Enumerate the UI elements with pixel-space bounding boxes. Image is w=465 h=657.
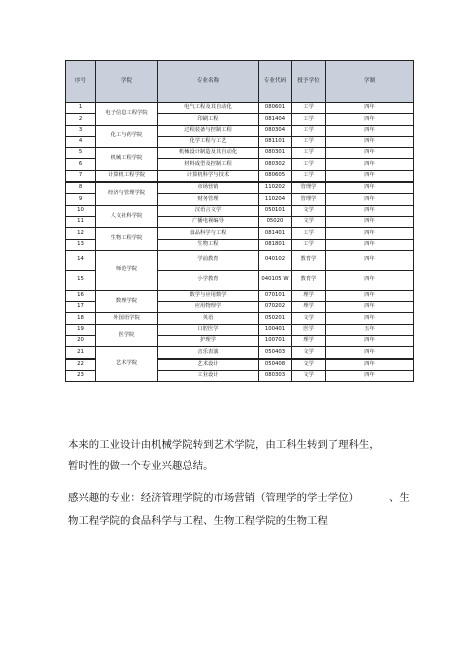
cell-index: 13 bbox=[66, 239, 96, 250]
cell-index: 2 bbox=[66, 114, 96, 125]
cell-major: 材料成型及控制工程 bbox=[158, 159, 259, 170]
cell-degree: 工学 bbox=[292, 103, 326, 114]
cell-duration: 四年 bbox=[326, 290, 414, 301]
cell-college: 艺术学院 bbox=[96, 347, 158, 382]
cell-degree: 教育学 bbox=[292, 250, 326, 270]
cell-duration: 四年 bbox=[326, 136, 414, 147]
cell-duration: 四年 bbox=[326, 216, 414, 227]
cell-degree: 工学 bbox=[292, 114, 326, 125]
cell-index: 23 bbox=[66, 370, 96, 381]
cell-duration: 四年 bbox=[326, 148, 414, 159]
table-row bbox=[66, 290, 414, 301]
cell-degree: 工学 bbox=[292, 125, 326, 136]
cell-major: 英语 bbox=[158, 313, 259, 324]
cell-code: 050408 bbox=[259, 359, 292, 371]
cell-degree: 工学 bbox=[292, 159, 326, 170]
majors-table-container bbox=[65, 60, 413, 382]
cell-duration: 四年 bbox=[326, 205, 414, 216]
table-row bbox=[66, 324, 414, 335]
table-row bbox=[66, 170, 414, 182]
cell-major: 生物工程 bbox=[158, 239, 259, 250]
cell-major: 汉语言文学 bbox=[158, 205, 259, 216]
cell-index: 16 bbox=[66, 290, 96, 301]
cell-duration: 四年 bbox=[326, 103, 414, 114]
cell-code: 080304 bbox=[259, 125, 292, 136]
cell-degree: 工学 bbox=[292, 239, 326, 250]
cell-index: 6 bbox=[66, 159, 96, 170]
cell-duration: 四年 bbox=[326, 114, 414, 125]
cell-index: 12 bbox=[66, 228, 96, 239]
table-row bbox=[66, 250, 414, 270]
cell-college: 医学院 bbox=[96, 324, 158, 347]
cell-major: 口腔医学 bbox=[158, 324, 259, 335]
cell-code: 050201 bbox=[259, 313, 292, 324]
header-code: 专业代码 bbox=[259, 61, 292, 103]
cell-index: 10 bbox=[66, 205, 96, 216]
cell-degree: 教育学 bbox=[292, 270, 326, 290]
cell-index: 20 bbox=[66, 336, 96, 347]
cell-duration: 四年 bbox=[326, 250, 414, 270]
header-major: 专业名称 bbox=[158, 61, 259, 103]
cell-code: 050101 bbox=[259, 205, 292, 216]
cell-degree: 文学 bbox=[292, 370, 326, 381]
cell-code: 100401 bbox=[259, 324, 292, 335]
table-row bbox=[66, 182, 414, 194]
cell-degree: 管理学 bbox=[292, 182, 326, 194]
cell-index: 9 bbox=[66, 194, 96, 205]
interest-text: 感兴趣的专业：经济管理学院的市场营销（管理学的学士学位） bbox=[68, 492, 359, 504]
cell-major: 学前教育 bbox=[158, 250, 259, 270]
cell-code: 070101 bbox=[259, 290, 292, 301]
table-header-row bbox=[66, 61, 414, 103]
cell-major: 计算机科学与技术 bbox=[158, 170, 259, 182]
cell-degree: 理学 bbox=[292, 290, 326, 301]
cell-major: 艺术设计 bbox=[158, 359, 259, 371]
cell-major: 小学教育 bbox=[158, 270, 259, 290]
cell-major: 工业设计 bbox=[158, 370, 259, 381]
cell-index: 14 bbox=[66, 250, 96, 270]
cell-duration: 五年 bbox=[326, 324, 414, 335]
cell-code: 100701 bbox=[259, 336, 292, 347]
cell-duration: 四年 bbox=[326, 170, 414, 182]
cell-college: 机械工程学院 bbox=[96, 148, 158, 171]
cell-index: 15 bbox=[66, 270, 96, 290]
cell-duration: 四年 bbox=[326, 302, 414, 313]
table-row bbox=[66, 313, 414, 324]
cell-major: 广播电视编导 bbox=[158, 216, 259, 227]
cell-index: 7 bbox=[66, 170, 96, 182]
cell-college: 人文社科学院 bbox=[96, 205, 158, 228]
cell-major: 市场营销 bbox=[158, 182, 259, 194]
cell-major: 音乐表演 bbox=[158, 347, 259, 359]
cell-code: 070202 bbox=[259, 302, 292, 313]
cell-duration: 四年 bbox=[326, 182, 414, 194]
cell-college: 生物工程学院 bbox=[96, 228, 158, 251]
table-row bbox=[66, 205, 414, 216]
table-row bbox=[66, 125, 414, 136]
cell-major: 印刷工程 bbox=[158, 114, 259, 125]
table-row bbox=[66, 148, 414, 159]
cell-college: 计算机工程学院 bbox=[96, 170, 158, 182]
cell-code: 080302 bbox=[259, 159, 292, 170]
cell-major: 食品科学与工程 bbox=[158, 228, 259, 239]
cell-index: 5 bbox=[66, 148, 96, 159]
cell-duration: 四年 bbox=[326, 228, 414, 239]
cell-code: 05020 bbox=[259, 216, 292, 227]
cell-major: 应用物理学 bbox=[158, 302, 259, 313]
cell-index: 21 bbox=[66, 347, 96, 359]
cell-major: 电气工程及其自动化 bbox=[158, 103, 259, 114]
cell-index: 3 bbox=[66, 125, 96, 136]
cell-degree: 文学 bbox=[292, 313, 326, 324]
cell-code: 050403 bbox=[259, 347, 292, 359]
cell-code: 040105 W bbox=[259, 270, 292, 290]
cell-major: 机械设计制造及其自动化 bbox=[158, 148, 259, 159]
cell-degree: 工学 bbox=[292, 170, 326, 182]
cell-code: 040102 bbox=[259, 250, 292, 270]
cell-college: 数理学院 bbox=[96, 290, 158, 313]
cell-college: 经济与管理学院 bbox=[96, 182, 158, 205]
header-college: 学院 bbox=[96, 61, 158, 103]
cell-major: 财务管理 bbox=[158, 194, 259, 205]
cell-code: 081801 bbox=[259, 239, 292, 250]
cell-index: 19 bbox=[66, 324, 96, 335]
body-paragraph-3 bbox=[68, 491, 428, 505]
interest-text-continued: 、生 bbox=[388, 492, 410, 504]
cell-major: 化学工程与工艺 bbox=[158, 136, 259, 147]
cell-duration: 四年 bbox=[326, 347, 414, 359]
cell-major: 数学与应用数学 bbox=[158, 290, 259, 301]
header-index: 序号 bbox=[66, 61, 96, 103]
body-paragraph-1: 本来的工业设计由机械学院转到艺术学院，由工科生转到了理科生， bbox=[68, 439, 380, 451]
cell-degree: 医学 bbox=[292, 324, 326, 335]
cell-degree: 文学 bbox=[292, 216, 326, 227]
cell-code: 110204 bbox=[259, 194, 292, 205]
cell-college: 师范学院 bbox=[96, 250, 158, 290]
table-row bbox=[66, 228, 414, 239]
cell-degree: 理学 bbox=[292, 336, 326, 347]
cell-degree: 工学 bbox=[292, 148, 326, 159]
cell-duration: 四年 bbox=[326, 239, 414, 250]
header-duration: 学制 bbox=[326, 61, 414, 103]
cell-code: 081404 bbox=[259, 114, 292, 125]
table-row bbox=[66, 347, 414, 359]
body-paragraph-2: 暂时性的做一个专业兴趣总结。 bbox=[68, 460, 214, 472]
cell-code: 080601 bbox=[259, 103, 292, 114]
cell-index: 1 bbox=[66, 103, 96, 114]
cell-major: 过程装备与控制工程 bbox=[158, 125, 259, 136]
cell-code: 081101 bbox=[259, 136, 292, 147]
cell-degree: 理学 bbox=[292, 302, 326, 313]
body-paragraph-4: 物工程学院的食品科学与工程、生物工程学院的生物工程 bbox=[68, 515, 328, 527]
cell-duration: 四年 bbox=[326, 313, 414, 324]
cell-degree: 管理学 bbox=[292, 194, 326, 205]
cell-duration: 四年 bbox=[326, 370, 414, 381]
cell-degree: 文学 bbox=[292, 205, 326, 216]
cell-degree: 工学 bbox=[292, 136, 326, 147]
cell-duration: 四年 bbox=[326, 336, 414, 347]
table-row bbox=[66, 103, 414, 114]
cell-duration: 四年 bbox=[326, 270, 414, 290]
cell-index: 8 bbox=[66, 182, 96, 194]
header-degree: 授予学位 bbox=[292, 61, 326, 103]
cell-degree: 文学 bbox=[292, 359, 326, 371]
cell-code: 080301 bbox=[259, 148, 292, 159]
cell-duration: 四年 bbox=[326, 359, 414, 371]
cell-code: 080605 bbox=[259, 170, 292, 182]
cell-index: 18 bbox=[66, 313, 96, 324]
cell-degree: 工学 bbox=[292, 228, 326, 239]
cell-index: 17 bbox=[66, 302, 96, 313]
cell-code: 081401 bbox=[259, 228, 292, 239]
cell-college: 电子信息工程学院 bbox=[96, 103, 158, 126]
cell-index: 4 bbox=[66, 136, 96, 147]
cell-duration: 四年 bbox=[326, 125, 414, 136]
cell-major: 护理学 bbox=[158, 336, 259, 347]
majors-table bbox=[65, 60, 414, 382]
cell-duration: 四年 bbox=[326, 194, 414, 205]
cell-college: 外国语学院 bbox=[96, 313, 158, 324]
cell-code: 080303 bbox=[259, 370, 292, 381]
cell-index: 22 bbox=[66, 359, 96, 371]
cell-degree: 文学 bbox=[292, 347, 326, 359]
cell-index: 11 bbox=[66, 216, 96, 227]
cell-code: 110202 bbox=[259, 182, 292, 194]
cell-college: 化工与药学院 bbox=[96, 125, 158, 148]
cell-duration: 四年 bbox=[326, 159, 414, 170]
